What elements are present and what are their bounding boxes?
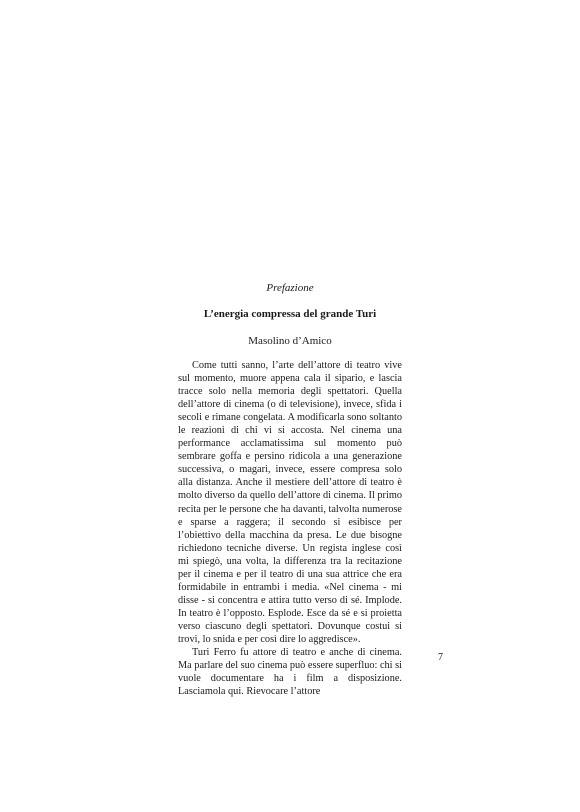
paragraph: Come tutti sanno, l’arte dell’attore di teatro vive sul momento, muore appena cala il sipario, e lascia tracce solo nella memoria degli spettatori. Quella dell’attore di cinema (o di televisione), invece, sfida i secoli e rimane congelata. A modificarla sono soltanto le reazioni di chi vi si accosta. Nel cinema una performance acclamatissima sul momento può sembrare goffa e persino ridicola a una generazione successiva, o magari, invece, essere compresa solo alla distanza. Anche il mestiere dell’attore di teatro è molto diverso da quello dell’attore di cinema. Il primo recita per le persone che ha davanti, talvolta numerose e sparse a raggera; il secondo si esibisce per l’obiettivo della macchina da presa. Le due bisogne richiedono tecniche diverse. Un regista inglese così mi spiegò, una volta, la differenza tra la recitazione per il cinema e per il teatro di una sua attrice che era formidabile in entrambi i media. «Nel cinema - mi disse - si concentra e attira tutto verso di sé. Implode. In teatro è l’opposto. Esplode. Esce da sé e si proietta verso ciascuno degli spettatori. Dovunque costui si trovi, lo snida e per così dire lo aggredisce». [178, 360, 402, 645]
section-label: Prefazione [266, 282, 314, 294]
author-name: Masolino d’Amico [248, 335, 332, 347]
page-number: 7 [438, 652, 443, 663]
body-text [178, 359, 402, 698]
chapter-title: L’energia compressa del grande Turi [203, 308, 377, 320]
paragraph: Turi Ferro fu attore di teatro e anche di cinema. Ma parlare del suo cinema può essere superfluo: chi si vuole documentare ha i film a disposizione. Lasciamola qui. Rievocare l’attore [178, 647, 402, 698]
